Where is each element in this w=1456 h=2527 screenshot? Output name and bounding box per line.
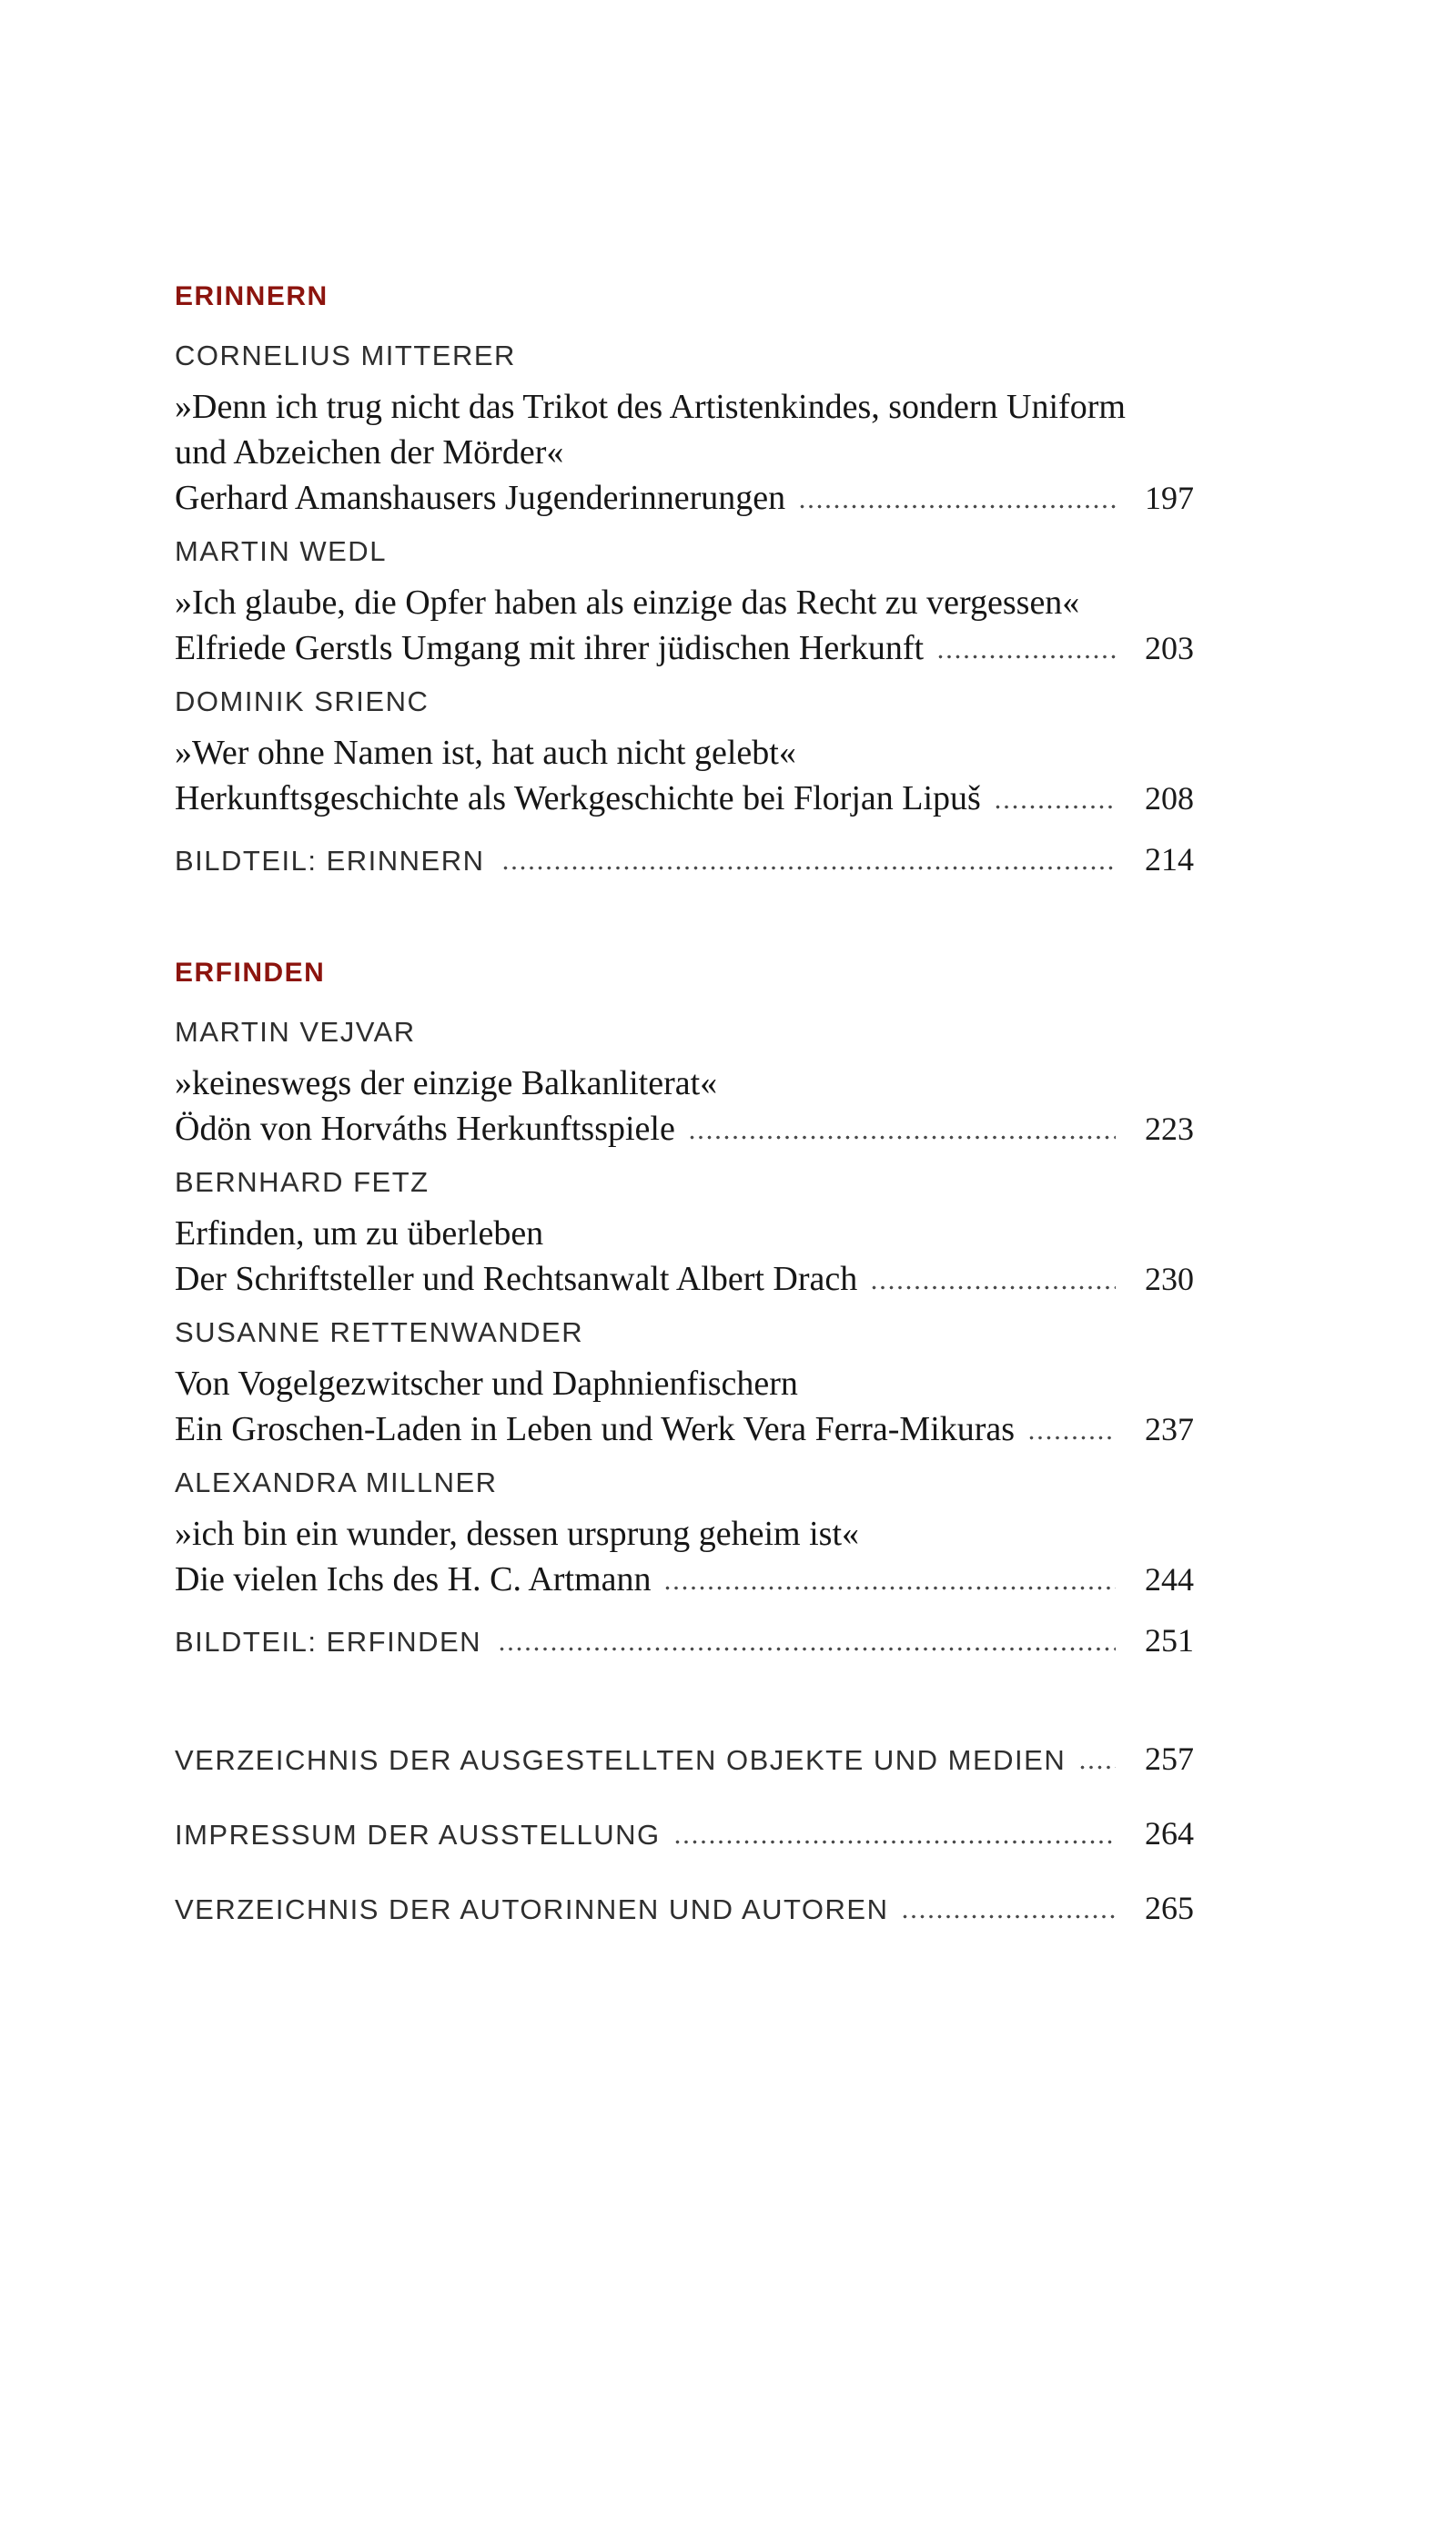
- back-matter-list: [175, 1736, 1194, 1931]
- page-number: 197: [1145, 480, 1194, 516]
- dot-leader: [938, 655, 1116, 659]
- toc-entry-millner: [175, 1467, 1194, 1602]
- dot-leader: [675, 1840, 1116, 1844]
- entry-title-line: »ich bin ein wunder, dessen ursprung geheim ist«: [175, 1515, 860, 1553]
- section-heading-erfinden: ERFINDEN: [175, 958, 326, 988]
- toc-entry-mitterer: [175, 340, 1194, 521]
- dot-leader: [1080, 1765, 1116, 1770]
- section-heading-erinnern: ERINNERN: [175, 281, 329, 311]
- bildteil-erfinden-row: [175, 1618, 1194, 1663]
- backmatter-row-objekte: [175, 1736, 1194, 1781]
- toc-entry-vejvar: [175, 1017, 1194, 1152]
- entry-subtitle: Elfriede Gerstls Umgang mit ihrer jüdischen Herkunft: [175, 629, 925, 667]
- entry-title-line: und Abzeichen der Mörder«: [175, 433, 564, 472]
- page-number: 203: [1145, 630, 1194, 666]
- toc-entry-fetz: [175, 1167, 1194, 1302]
- dot-leader: [872, 1285, 1116, 1290]
- dot-leader: [800, 504, 1116, 509]
- toc-entry-wedl: [175, 536, 1194, 671]
- page-number: 214: [1145, 841, 1194, 878]
- entry-page-row: [175, 625, 1194, 671]
- entry-author: ALEXANDRA MILLNER: [175, 1466, 498, 1498]
- page-number: 223: [1145, 1111, 1194, 1147]
- dot-leader: [500, 1647, 1116, 1651]
- entry-author: DOMINIK SRIENC: [175, 685, 430, 717]
- page-number: 257: [1145, 1740, 1194, 1777]
- dot-leader: [503, 866, 1116, 870]
- entry-title-line: »keineswegs der einzige Balkanliterat«: [175, 1064, 718, 1102]
- toc-entry-srienc: [175, 686, 1194, 821]
- entry-page-row: [175, 776, 1194, 821]
- entry-subtitle: Die vielen Ichs des H. C. Artmann: [175, 1560, 652, 1598]
- page-number: 237: [1145, 1411, 1194, 1447]
- dot-leader: [996, 805, 1116, 809]
- page-number: 208: [1145, 780, 1194, 817]
- entry-title-line: »Wer ohne Namen ist, hat auch nicht gelebt«: [175, 734, 796, 772]
- entry-page-row: [175, 1406, 1194, 1452]
- entry-author: CORNELIUS MITTERER: [175, 340, 516, 371]
- entry-author: SUSANNE RETTENWANDER: [175, 1316, 584, 1348]
- entry-subtitle: Der Schriftsteller und Rechtsanwalt Albert Drach: [175, 1260, 858, 1298]
- dot-leader: [903, 1914, 1116, 1919]
- page-number: 265: [1145, 1890, 1194, 1926]
- backmatter-row-impressum: [175, 1811, 1194, 1856]
- entry-subtitle: Ein Groschen-Laden in Leben und Werk Vera Ferra-Mikuras: [175, 1410, 1016, 1448]
- entry-page-row: [175, 1256, 1194, 1302]
- dot-leader: [665, 1586, 1116, 1590]
- dot-leader: [1029, 1436, 1116, 1440]
- entry-subtitle: Gerhard Amanshausers Jugenderinnerungen: [175, 479, 786, 517]
- backmatter-label: IMPRESSUM DER AUSSTELLUNG: [175, 1819, 661, 1851]
- bildteil-label: BILDTEIL: ERFINDEN: [175, 1626, 482, 1658]
- entry-title-line: »Ich glaube, die Opfer haben als einzige das Recht zu vergessen«: [175, 584, 1080, 622]
- entry-author: BERNHARD FETZ: [175, 1166, 430, 1198]
- dot-leader: [690, 1135, 1116, 1140]
- entry-title-line: »Denn ich trug nicht das Trikot des Artistenkindes, sondern Uniform: [175, 388, 1126, 426]
- backmatter-label: VERZEICHNIS DER AUTORINNEN UND AUTOREN: [175, 1893, 889, 1925]
- page-number: 244: [1145, 1561, 1194, 1598]
- entry-author: MARTIN VEJVAR: [175, 1016, 416, 1048]
- entry-page-row: [175, 1106, 1194, 1152]
- entry-subtitle: Herkunftsgeschichte als Werkgeschichte bei Florjan Lipuš: [175, 779, 981, 817]
- page-number: 264: [1145, 1815, 1194, 1852]
- entry-page-row: [175, 1557, 1194, 1602]
- entry-author: MARTIN WEDL: [175, 535, 387, 567]
- page-number: 230: [1145, 1261, 1194, 1297]
- toc-section-erinnern: [175, 280, 1194, 882]
- entry-title-line: Erfinden, um zu überleben: [175, 1214, 544, 1253]
- bildteil-erinnern-row: [175, 837, 1194, 882]
- bildteil-label: BILDTEIL: ERINNERN: [175, 845, 485, 877]
- backmatter-row-autoren: [175, 1885, 1194, 1931]
- entry-page-row: [175, 475, 1194, 521]
- page-number: 251: [1145, 1622, 1194, 1659]
- toc-entry-rettenwander: [175, 1317, 1194, 1452]
- backmatter-label: VERZEICHNIS DER AUSGESTELLTEN OBJEKTE UND MEDIEN: [175, 1744, 1067, 1776]
- toc-section-erfinden: [175, 957, 1194, 1663]
- entry-subtitle: Ödön von Horváths Herkunftsspiele: [175, 1110, 675, 1148]
- entry-title-line: Von Vogelgezwitscher und Daphnienfischern: [175, 1365, 798, 1403]
